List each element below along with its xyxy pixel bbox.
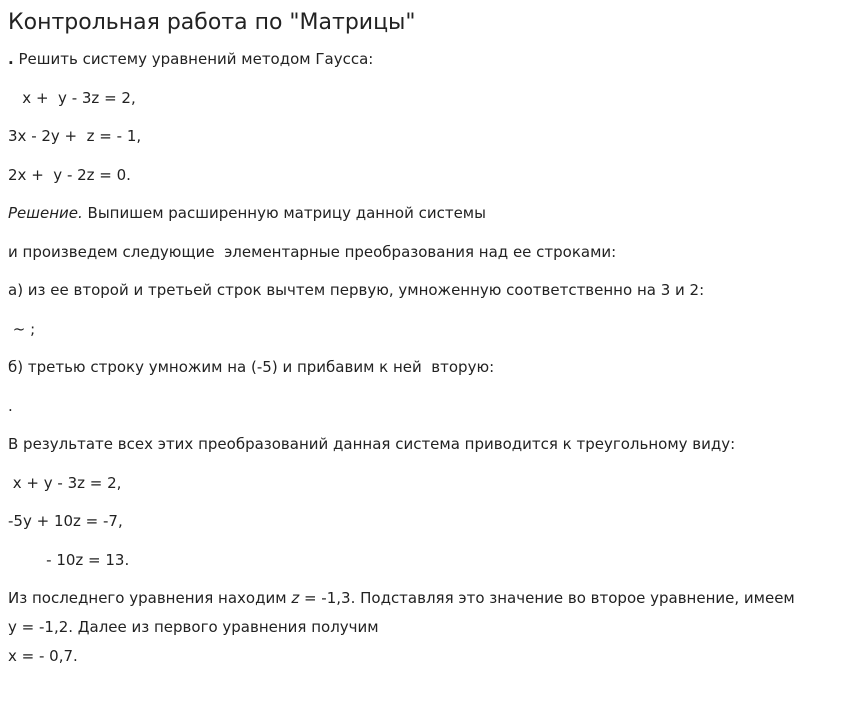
solution-label: Решение. <box>8 204 83 222</box>
task-bullet: . <box>8 50 14 68</box>
conclusion-part1: Из последнего уравнения находим <box>8 589 292 607</box>
step-b: б) третью строку умножим на (-5) и прибавим к ней вторую: <box>8 358 495 376</box>
transform-intro: и произведем следующие элементарные преобразования над ее строками: <box>8 242 617 261</box>
tilde-line: ~ ; <box>8 319 36 338</box>
dot-line: . <box>8 396 13 415</box>
page-title: Контрольная работа по "Матрицы" <box>8 10 416 35</box>
system-equation-1: x + y - 3z = 2, <box>8 88 136 107</box>
system-equation-2: 3x - 2y + z = - 1, <box>8 127 142 145</box>
conclusion <box>8 584 808 671</box>
triangular-equation-3: - 10z = 13. <box>8 550 130 569</box>
conclusion-final: x = - 0,7. <box>8 647 78 665</box>
result-intro: В результате всех этих преобразований данная система приводится к треугольному виду: <box>8 435 736 453</box>
triangular-equation-2: -5y + 10z = -7, <box>8 512 123 530</box>
system-equation-3: 2x + y - 2z = 0. <box>8 165 131 184</box>
conclusion-var-z: z <box>291 589 300 607</box>
task-text: Решить систему уравнений методом Гаусса: <box>13 50 374 68</box>
conclusion-part2: = -1,3. Подставляя это значение во второе уравнение, имеем y = -1,2. Далее из первого уравнения получим <box>8 589 795 636</box>
solution-line <box>8 199 839 228</box>
solution-text: Выпишем расширенную матрицу данной системы <box>82 204 486 222</box>
step-a: а) из ее второй и третьей строк вычтем первую, умноженную соответственно на 3 и 2: <box>8 281 705 299</box>
task-statement <box>8 45 839 74</box>
triangular-equation-1: x + y - 3z = 2, <box>8 473 122 492</box>
